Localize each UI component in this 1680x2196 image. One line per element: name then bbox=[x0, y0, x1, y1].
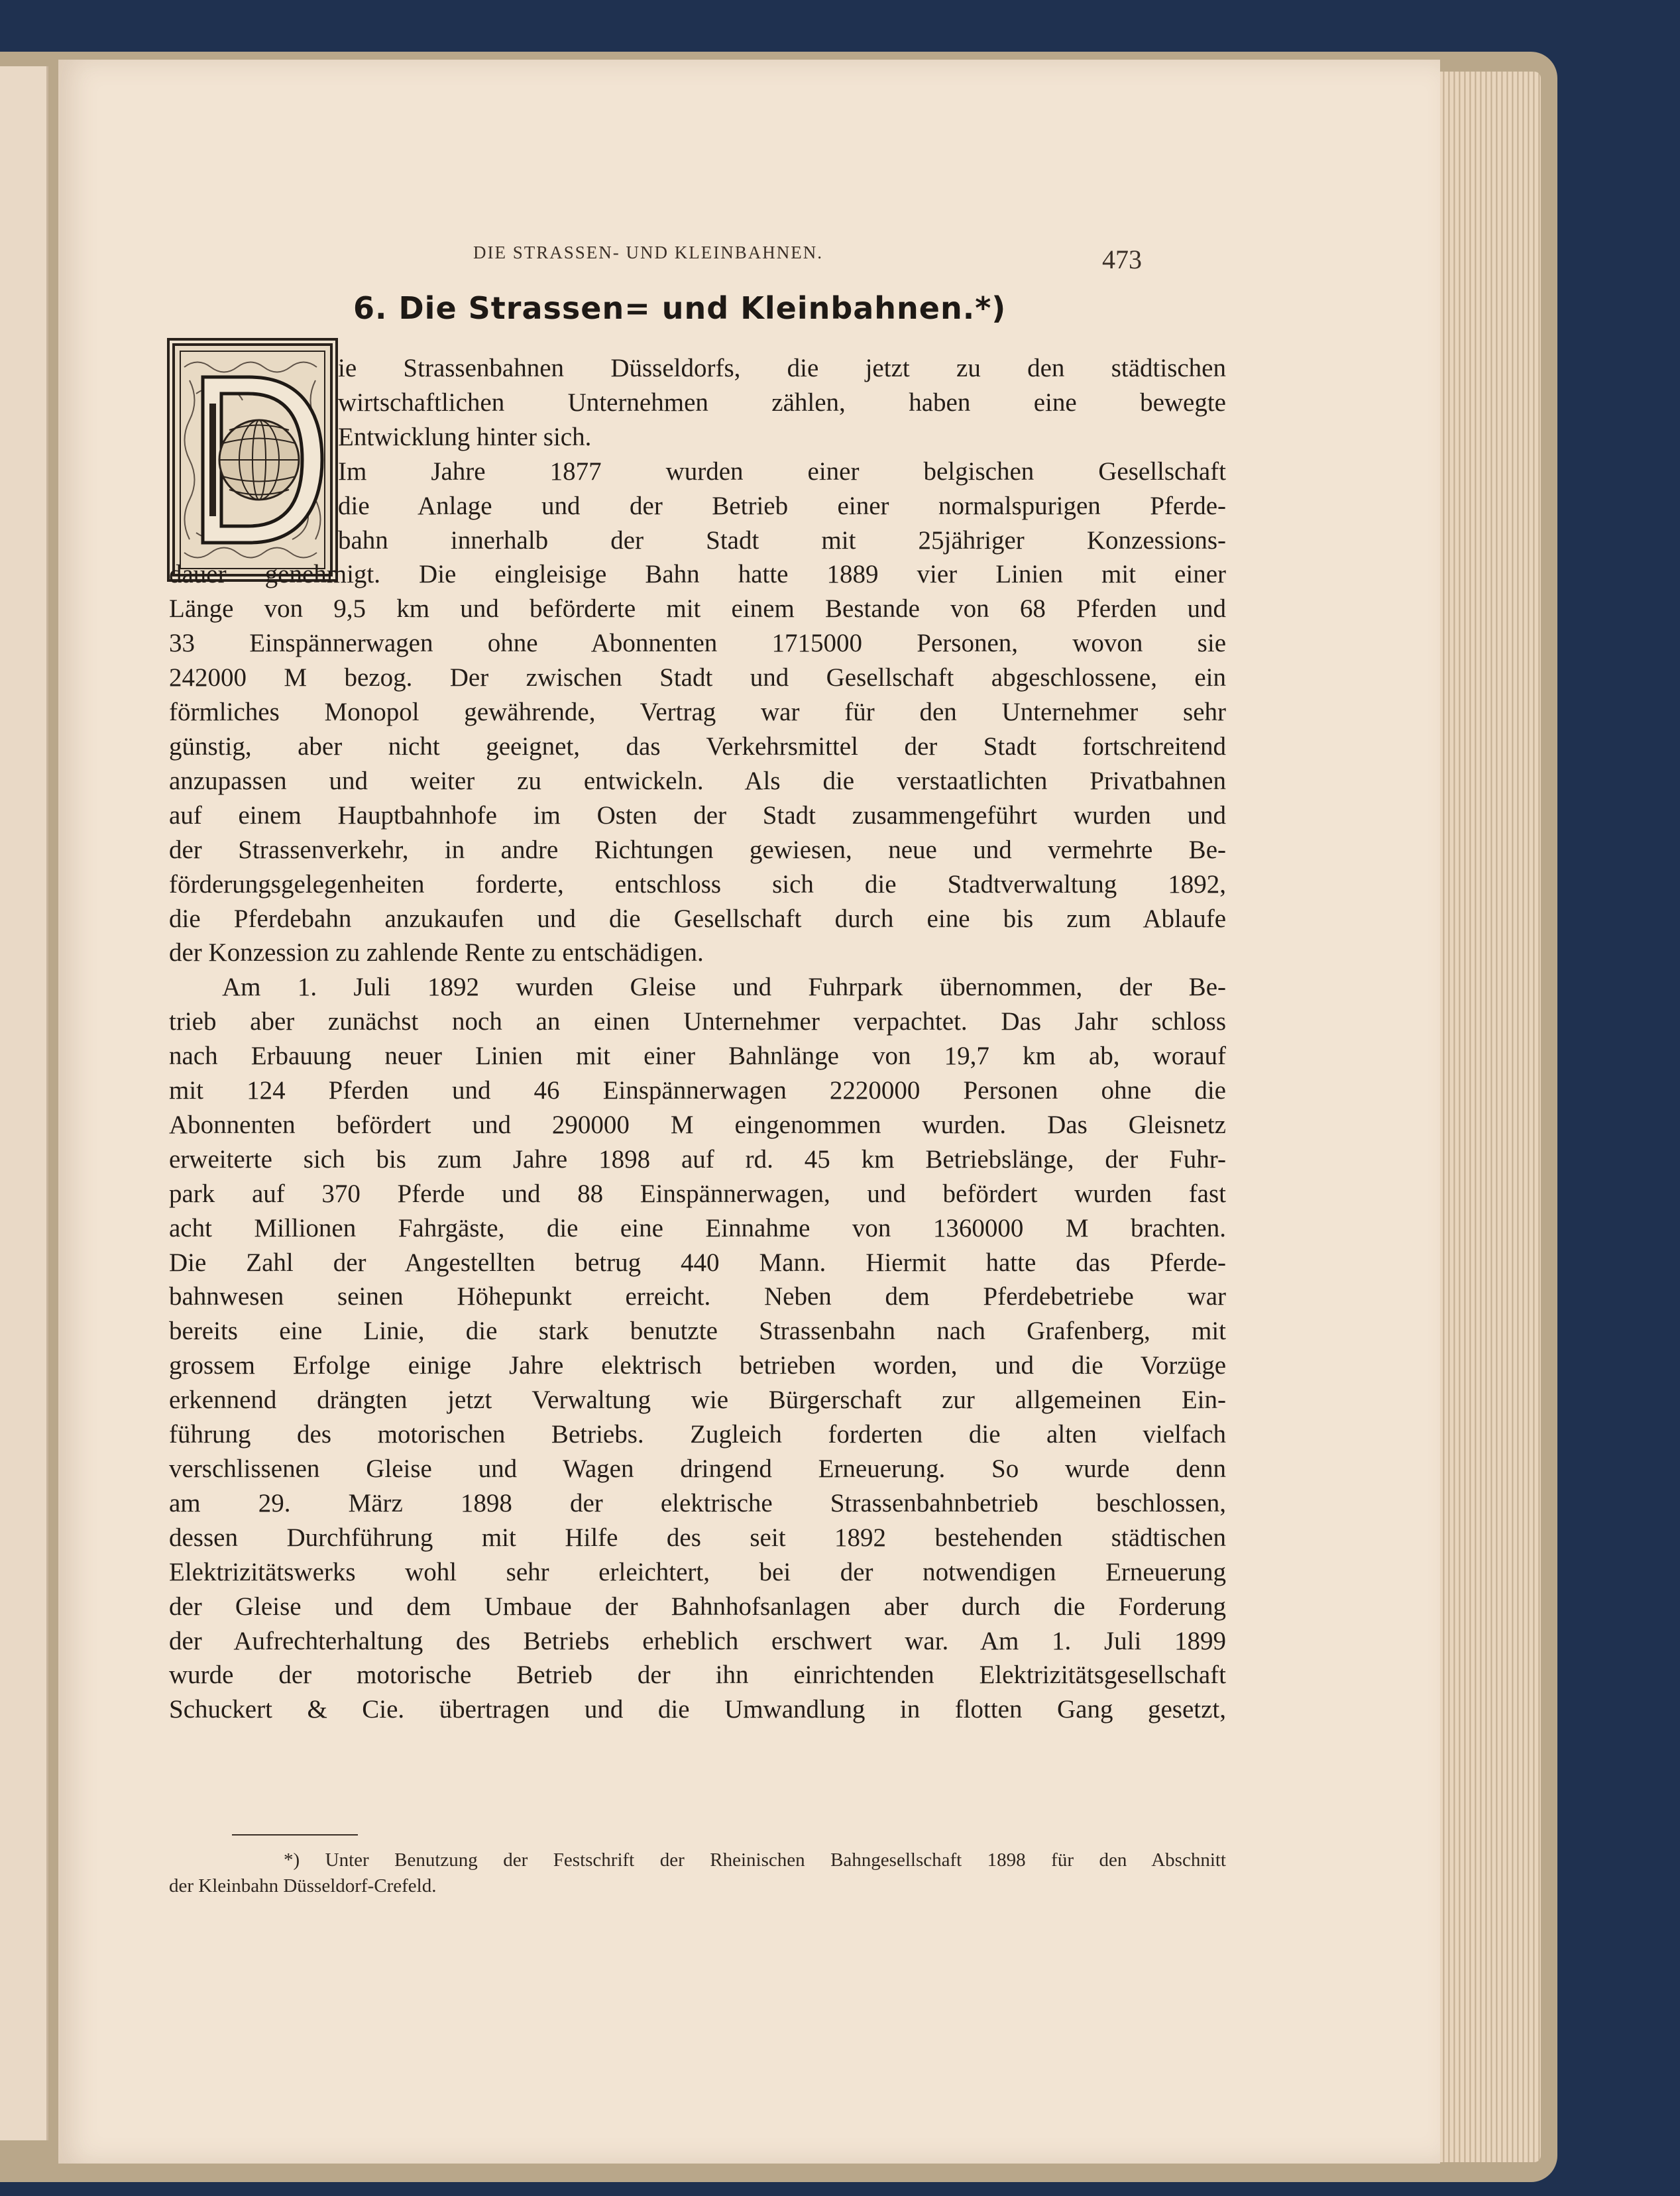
text-line: erkennend drängten jetzt Verwaltung wie Bürgerschaft zur allgemeinen Ein- bbox=[169, 1386, 1226, 1415]
text-line: mit 124 Pferden und 46 Einspännerwagen 2220000 Personen ohne die bbox=[169, 1076, 1226, 1105]
text-line: förderungsgelegenheiten forderte, entschloss sich die Stadtverwaltung 1892, bbox=[169, 869, 1226, 899]
text-line: dessen Durchführung mit Hilfe des seit 1892 bestehenden städtischen bbox=[169, 1523, 1226, 1552]
text-line: der Konzession zu zahlende Rente zu entschädigen. bbox=[169, 938, 704, 967]
text-line: Entwicklung hinter sich. bbox=[338, 422, 592, 451]
text-line: acht Millionen Fahrgäste, die eine Einnahme von 1360000 M brachten. bbox=[169, 1213, 1226, 1242]
page-number: 473 bbox=[1102, 245, 1142, 274]
text-line: günstig, aber nicht geeignet, das Verkehrsmittel der Stadt fortschreitend bbox=[169, 732, 1226, 761]
text-line: erweiterte sich bis zum Jahre 1898 auf rd. 45 km Betriebslänge, der Fuhr- bbox=[169, 1144, 1226, 1174]
text-line: bahn innerhalb der Stadt mit 25jähriger Konzessions- bbox=[338, 525, 1226, 555]
text-line: trieb aber zunächst noch an einen Unternehmer verpachtet. Das Jahr schloss bbox=[169, 1007, 1226, 1036]
text-line: auf einem Hauptbahnhofe im Osten der Stadt zusammengeführt wurden und bbox=[169, 800, 1226, 830]
text-line: die Pferdebahn anzukaufen und die Gesellschaft durch eine bis zum Ablaufe bbox=[169, 904, 1226, 933]
text-line: der Strassenverkehr, in andre Richtungen gewiesen, neue und vermehrte Be- bbox=[169, 835, 1226, 864]
text-line: Länge von 9,5 km und beförderte mit einem Bestande von 68 Pferden und bbox=[169, 594, 1226, 624]
running-head: DIE STRASSEN- UND KLEINBAHNEN. bbox=[473, 243, 823, 262]
footnote-rule bbox=[232, 1834, 358, 1836]
text-line: führung des motorischen Betriebs. Zugleich forderten die alten vielfach bbox=[169, 1420, 1226, 1449]
text-line: förmliches Monopol gewährende, Vertrag war für den Unternehmer sehr bbox=[169, 698, 1226, 727]
text-line: Elektrizitätswerks wohl sehr erleichtert, bei der notwendigen Erneuerung bbox=[169, 1557, 1226, 1586]
text-line: Die Zahl der Angestellten betrug 440 Mann. Hiermit hatte das Pferde- bbox=[169, 1248, 1226, 1277]
text-line: Abonnenten befördert und 290000 M eingenommen wurden. Das Gleisnetz bbox=[169, 1110, 1226, 1139]
text-line: grossem Erfolge einige Jahre elektrisch betrieben worden, und die Vorzüge bbox=[169, 1351, 1226, 1380]
text-line: am 29. März 1898 der elektrische Strassenbahnbetrieb beschlossen, bbox=[169, 1488, 1226, 1517]
left-page-edge bbox=[0, 66, 48, 2140]
text-line: verschlissenen Gleise und Wagen dringend Erneuerung. So wurde denn bbox=[169, 1455, 1226, 1483]
text-line: ie Strassenbahnen Düsseldorfs, die jetzt zu den städtischen bbox=[338, 354, 1226, 382]
text-line: die Anlage und der Betrieb einer normalspurigen Pferde- bbox=[338, 491, 1226, 520]
text-line: dauer genehmigt. Die eingleisige Bahn hatte 1889 vier Linien mit einer bbox=[169, 560, 1226, 589]
text-line: Im Jahre 1877 wurden einer belgischen Gesellschaft bbox=[338, 457, 1226, 486]
text-line: bahnwesen seinen Höhepunkt erreicht. Neben dem Pferdebetriebe war bbox=[169, 1282, 1226, 1311]
text-line: 242000 M bezog. Der zwischen Stadt und Gesellschaft abgeschlossene, ein bbox=[169, 663, 1226, 692]
text-line: der Aufrechterhaltung des Betriebs erheblich erschwert war. Am 1. Juli 1899 bbox=[169, 1626, 1226, 1655]
text-line: Schuckert & Cie. übertragen und die Umwandlung in flotten Gang gesetzt, bbox=[169, 1695, 1226, 1724]
chapter-title: 6. Die Strassen= und Kleinbahnen.*) bbox=[353, 290, 1007, 326]
body-text bbox=[169, 351, 1226, 1727]
text-line: Am 1. Juli 1892 wurden Gleise und Fuhrpark übernommen, der Be- bbox=[222, 973, 1226, 1002]
footnote-line: *) Unter Benutzung der Festschrift der Rheinischen Bahngesellschaft 1898 für den Abschnitt bbox=[284, 1849, 1226, 1871]
text-line: nach Erbauung neuer Linien mit einer Bahnlänge von 19,7 km ab, worauf bbox=[169, 1042, 1226, 1071]
footnote bbox=[169, 1847, 1226, 1899]
text-line: bereits eine Linie, die stark benutzte Strassenbahn nach Grafenberg, mit bbox=[169, 1317, 1226, 1346]
book-page bbox=[58, 60, 1440, 2164]
footnote-line: der Kleinbahn Düsseldorf-Crefeld. bbox=[169, 1875, 437, 1896]
text-line: park auf 370 Pferde und 88 Einspännerwagen, und befördert wurden fast bbox=[169, 1179, 1226, 1208]
text-line: wurde der motorische Betrieb der ihn einrichtenden Elektrizitätsgesellschaft bbox=[169, 1661, 1226, 1690]
text-line: 33 Einspännerwagen ohne Abonnenten 1715000 Personen, wovon sie bbox=[169, 629, 1226, 658]
text-line: anzupassen und weiter zu entwickeln. Als die verstaatlichten Privatbahnen bbox=[169, 766, 1226, 795]
text-line: wirtschaftlichen Unternehmen zählen, haben eine bewegte bbox=[338, 388, 1226, 417]
text-line: der Gleise und dem Umbaue der Bahnhofsanlagen aber durch die Forderung bbox=[169, 1592, 1226, 1621]
